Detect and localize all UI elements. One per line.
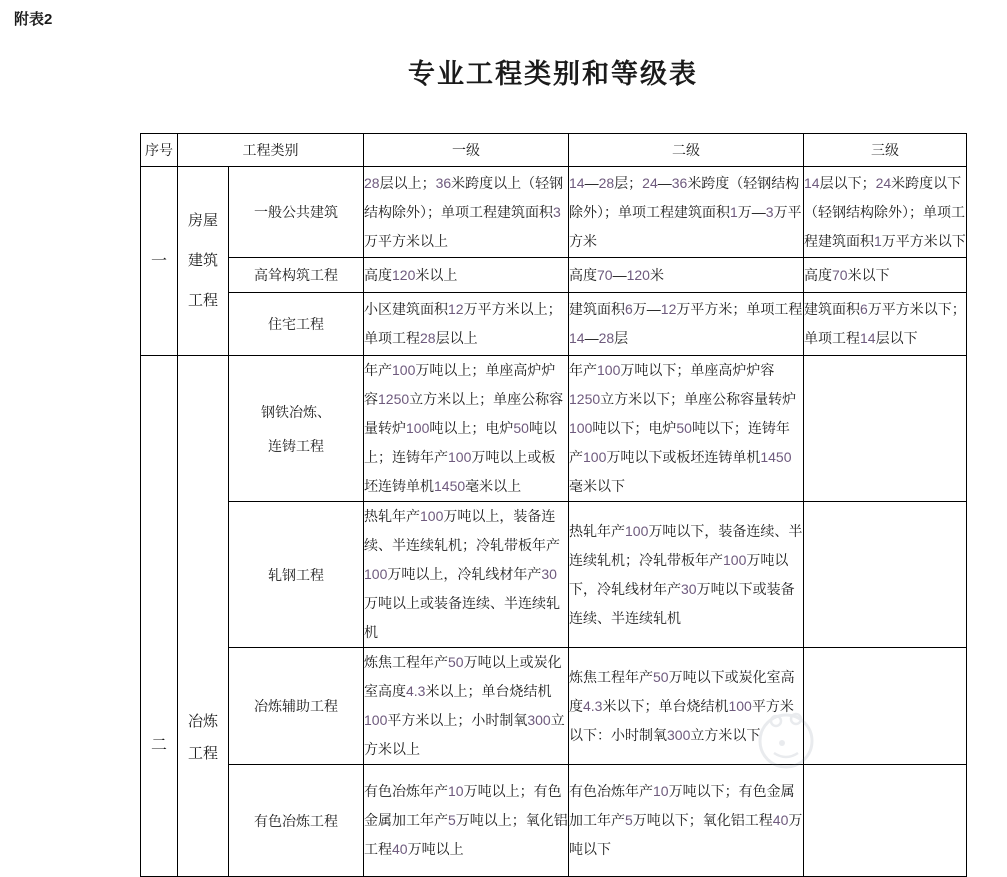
table-row xyxy=(141,167,967,258)
row-index-cell: 二 xyxy=(141,356,178,877)
subcategory-cell: 冶炼辅助工程 xyxy=(229,648,364,765)
grade-3-cell xyxy=(804,765,967,877)
subcategory-cell: 高耸构筑工程 xyxy=(229,258,364,293)
grade-3-cell xyxy=(804,502,967,648)
subcategory-cell: 轧钢工程 xyxy=(229,502,364,648)
table-row xyxy=(141,258,967,293)
header-cell-grade-3: 三级 xyxy=(804,134,967,167)
grade-1-cell: 小区建筑面积12万平方米以上；单项工程28层以上 xyxy=(364,293,569,356)
grade-2-cell: 热轧年产100万吨以下，装备连续、半连续轧机；冷轧带板年产100万吨以下，冷轧线材年产30万吨以下或装备连续、半连续轧机 xyxy=(569,502,804,648)
row-index-cell: 一 xyxy=(141,167,178,356)
grade-1-cell: 热轧年产100万吨以上，装备连续、半连续轧机；冷轧带板年产100万吨以上，冷轧线材年产30万吨以上或装备连续、半连续轧机 xyxy=(364,502,569,648)
grade-3-cell xyxy=(804,648,967,765)
subcategory-cell: 一般公共建筑 xyxy=(229,167,364,258)
subcategory-cell: 钢铁冶炼、 连铸工程 xyxy=(229,356,364,502)
grade-table xyxy=(140,133,967,877)
grade-3-cell xyxy=(804,356,967,502)
subcategory-cell: 住宅工程 xyxy=(229,293,364,356)
category-cell: 房屋 建筑 工程 xyxy=(178,167,229,356)
grade-2-cell: 有色冶炼年产10万吨以下；有色金属加工年产5万吨以下；氧化铝工程40万吨以下 xyxy=(569,765,804,877)
grade-3-cell: 高度70米以下 xyxy=(804,258,967,293)
table-row xyxy=(141,356,967,502)
grade-2-cell: 高度70—120米 xyxy=(569,258,804,293)
grade-1-cell: 28层以上；36米跨度以上（轻钢结构除外）；单项工程建筑面积3万平方米以上 xyxy=(364,167,569,258)
header-cell-index: 序号 xyxy=(141,134,178,167)
grade-3-cell: 建筑面积6万平方米以下；单项工程14层以下 xyxy=(804,293,967,356)
grade-2-cell: 建筑面积6万—12万平方米；单项工程14—28层 xyxy=(569,293,804,356)
grade-1-cell: 炼焦工程年产50万吨以上或炭化室高度4.3米以上；单台烧结机100平方米以上；小时制氧300立方米以上 xyxy=(364,648,569,765)
table-row xyxy=(141,502,967,648)
grade-2-cell: 14—28层；24—36米跨度（轻钢结构除外）；单项工程建筑面积1万—3万平方米 xyxy=(569,167,804,258)
table-row xyxy=(141,648,967,765)
category-cell: 冶炼 工程 xyxy=(178,356,229,877)
grade-2-cell: 年产100万吨以下；单座高炉炉容1250立方米以下；单座公称容量转炉100吨以下；电炉50吨以下；连铸年产100万吨以下或板坯连铸单机1450毫米以下 xyxy=(569,356,804,502)
table-row xyxy=(141,765,967,877)
grade-1-cell: 高度120米以上 xyxy=(364,258,569,293)
header-row xyxy=(141,134,967,167)
header-cell-grade-2: 二级 xyxy=(569,134,804,167)
header-cell-grade-1: 一级 xyxy=(364,134,569,167)
appendix-label: 附表2 xyxy=(14,11,53,28)
grade-1-cell: 年产100万吨以上；单座高炉炉容1250立方米以上；单座公称容量转炉100吨以上；电炉50吨以上；连铸年产100万吨以上或板坯连铸单机1450毫米以上 xyxy=(364,356,569,502)
page-title: 专业工程类别和等级表 xyxy=(408,59,698,89)
grade-2-cell: 炼焦工程年产50万吨以下或炭化室高度4.3米以下；单台烧结机100平方米以下：小时制氧300立方米以下 xyxy=(569,648,804,765)
header-cell-category: 工程类别 xyxy=(178,134,364,167)
table-row xyxy=(141,293,967,356)
subcategory-cell: 有色冶炼工程 xyxy=(229,765,364,877)
grade-1-cell: 有色冶炼年产10万吨以上；有色金属加工年产5万吨以上；氧化铝工程40万吨以上 xyxy=(364,765,569,877)
grade-3-cell: 14层以下；24米跨度以下（轻钢结构除外）；单项工程建筑面积1万平方米以下 xyxy=(804,167,967,258)
